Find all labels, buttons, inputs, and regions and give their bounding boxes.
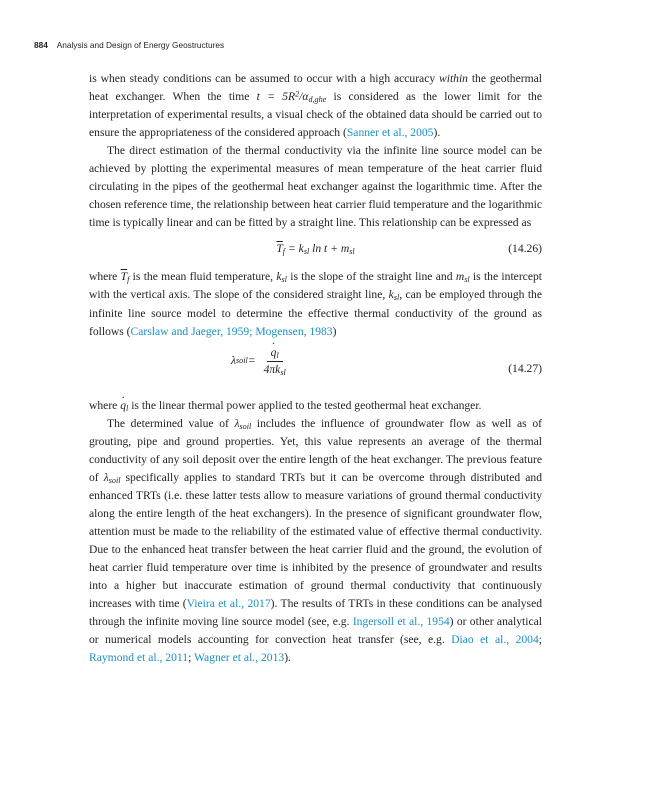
symbol-subscript: soil bbox=[239, 421, 252, 431]
equation-number: (14.27) bbox=[508, 361, 542, 375]
citation-link[interactable]: Sanner et al., 2005 bbox=[346, 126, 434, 140]
paragraph-1 bbox=[89, 70, 542, 142]
symbol-k: k bbox=[388, 288, 394, 302]
equation-number: (14.26) bbox=[508, 242, 542, 256]
equation-14-26 bbox=[89, 232, 542, 268]
eq-subscript: sl bbox=[303, 247, 310, 257]
text-run: ; bbox=[188, 651, 194, 665]
citation-link[interactable]: Diao et al., 2004 bbox=[451, 633, 539, 647]
symbol-q-dot: · q bbox=[120, 399, 126, 412]
paragraph-2: The direct estimation of the thermal conductivity via the infinite line source model can be achieved by plotting the experimental measures of mean temperature of the heat carrier fluid circulating in the pipes of the geothermal heat exchanger against the logarithmic time. After the chosen reference time, the relationship between heat carrier fluid temperature and the logarithmic time is typically linear and can be fitted by a straight line. This relationship can be expressed as bbox=[89, 144, 542, 230]
time-expr-base: t = 5R bbox=[256, 90, 296, 104]
text-run: ) or other analytical or numerical models accounting for convection heat transfer (see, e.g. bbox=[89, 615, 542, 647]
paragraph-5 bbox=[89, 415, 542, 668]
symbol-k: k bbox=[276, 270, 282, 284]
text-run: ). The results of TRTs in these conditions can be analysed through the infinite moving line source model (see, e.g. bbox=[89, 597, 543, 629]
text-run: includes the influence of groundwater flow as well as of grouting, pipe and ground properties. Yet, this value represents an average of the thermal conductivity of any soil deposit over the entire length of the heat exchanger. The previous feature of bbox=[89, 416, 542, 484]
paragraph-3 bbox=[89, 268, 542, 340]
symbol-subscript: sl bbox=[393, 293, 400, 303]
eq-subscript: l bbox=[276, 350, 279, 360]
citation-link[interactable]: Wagner et al., 2013 bbox=[194, 651, 285, 665]
symbol-subscript: l bbox=[126, 403, 129, 413]
eq-subscript: sl bbox=[280, 367, 286, 377]
paragraph-4 bbox=[89, 397, 542, 415]
time-expr-divisor: /α bbox=[299, 90, 309, 104]
text-run: is the slope of the straight line and bbox=[286, 270, 456, 284]
equation-14-27 bbox=[89, 341, 542, 397]
symbol-lambda: λ bbox=[103, 470, 109, 484]
symbol-lambda: λ bbox=[234, 416, 240, 430]
equation-expression bbox=[89, 240, 542, 258]
symbol-subscript: sl bbox=[281, 275, 287, 285]
text-run: is the intercept with the vertical axis. The slope of the considered straight line, bbox=[89, 270, 542, 302]
citation-link[interactable]: Carslaw and Jaeger, 1959; Mogensen, 1983 bbox=[130, 324, 333, 338]
time-expr-subscript: d,ghe bbox=[308, 95, 327, 105]
eq-term: ln t + m bbox=[309, 242, 350, 256]
eq-subscript: sl bbox=[349, 247, 355, 257]
eq-numerator bbox=[267, 345, 283, 362]
text-run: where bbox=[89, 398, 121, 412]
eq-equals: = bbox=[247, 354, 256, 368]
text-run: The determined value of bbox=[107, 416, 235, 430]
text-run: ; bbox=[538, 633, 543, 647]
text-run: , can be employed through the infinite line source model to determine the effective thermal conductivity of the ground as follows ( bbox=[89, 288, 542, 338]
symbol-T-bar: $\overline{T}$ bbox=[120, 270, 128, 284]
eq-T-bar: $\overline{T}$ bbox=[276, 242, 283, 256]
equation-expression: λ soil = · $\frac{q_l}{4\pi k_{sl}}$ bbox=[231, 345, 286, 378]
text-run: is the linear thermal power applied to the tested geothermal heat exchanger. bbox=[128, 398, 482, 412]
text-run: is considered as the lower limit for the interpretation of experimental results, a visual check of the obtained data should be carried out to ensure the appropriateness of the considered approach ( bbox=[89, 90, 542, 140]
page-number: 884 bbox=[34, 40, 48, 50]
text-run: is when steady conditions can be assumed to occur with a high accuracy bbox=[89, 72, 439, 85]
symbol-subscript: soil bbox=[108, 475, 121, 485]
eq-fraction bbox=[264, 345, 286, 378]
symbol-subscript: f bbox=[127, 275, 130, 285]
eq-den-term: 4πk bbox=[263, 362, 281, 376]
symbol-m: m bbox=[455, 270, 465, 284]
eq-denominator bbox=[264, 362, 286, 378]
text-run: the geothermal heat exchanger. When the time bbox=[89, 72, 542, 104]
citation-link[interactable]: Raymond et al., 2011 bbox=[89, 651, 189, 665]
text-run: is the mean fluid temperature, bbox=[129, 270, 277, 284]
symbol-subscript: sl bbox=[464, 275, 470, 285]
eq-subscript: f bbox=[282, 247, 286, 257]
citation-link[interactable]: Vieira et al., 2017 bbox=[186, 597, 271, 611]
eq-term: = k bbox=[285, 242, 304, 256]
text-run: ). bbox=[284, 651, 291, 665]
eq-lambda: λ bbox=[231, 354, 237, 368]
eq-q-dot: · q bbox=[271, 346, 277, 359]
text-run: where bbox=[89, 270, 121, 284]
emphasis-within: within bbox=[438, 72, 468, 85]
running-title: Analysis and Design of Energy Geostructures bbox=[56, 40, 225, 50]
time-expression bbox=[257, 90, 327, 103]
running-header bbox=[34, 40, 224, 50]
body-text bbox=[89, 70, 542, 667]
text-run: ) bbox=[332, 324, 337, 338]
text-run: ). bbox=[433, 126, 441, 140]
text-run: specifically applies to standard TRTs but it can be overcome through distributed and enhanced TRTs (i.e. these latter tests allow to measure variations of ground thermal conductivity along the entire length of the heat exchangers). In the presence of significant groundwater flow, attention must be made to the reliability of the estimated value of effective thermal conductivity. Due to the enhanced heat transfer between the heat carrier fluid and the ground, the evolution of heat carrier fluid temperature over time is inhibited by the presence of groundwater and results into a higher but inaccurate estimation of ground thermal conductivity that continuously increases with time ( bbox=[89, 470, 542, 611]
time-expr-exponent: 2 bbox=[295, 89, 300, 99]
citation-link[interactable]: Ingersoll et al., 1954 bbox=[352, 615, 450, 629]
